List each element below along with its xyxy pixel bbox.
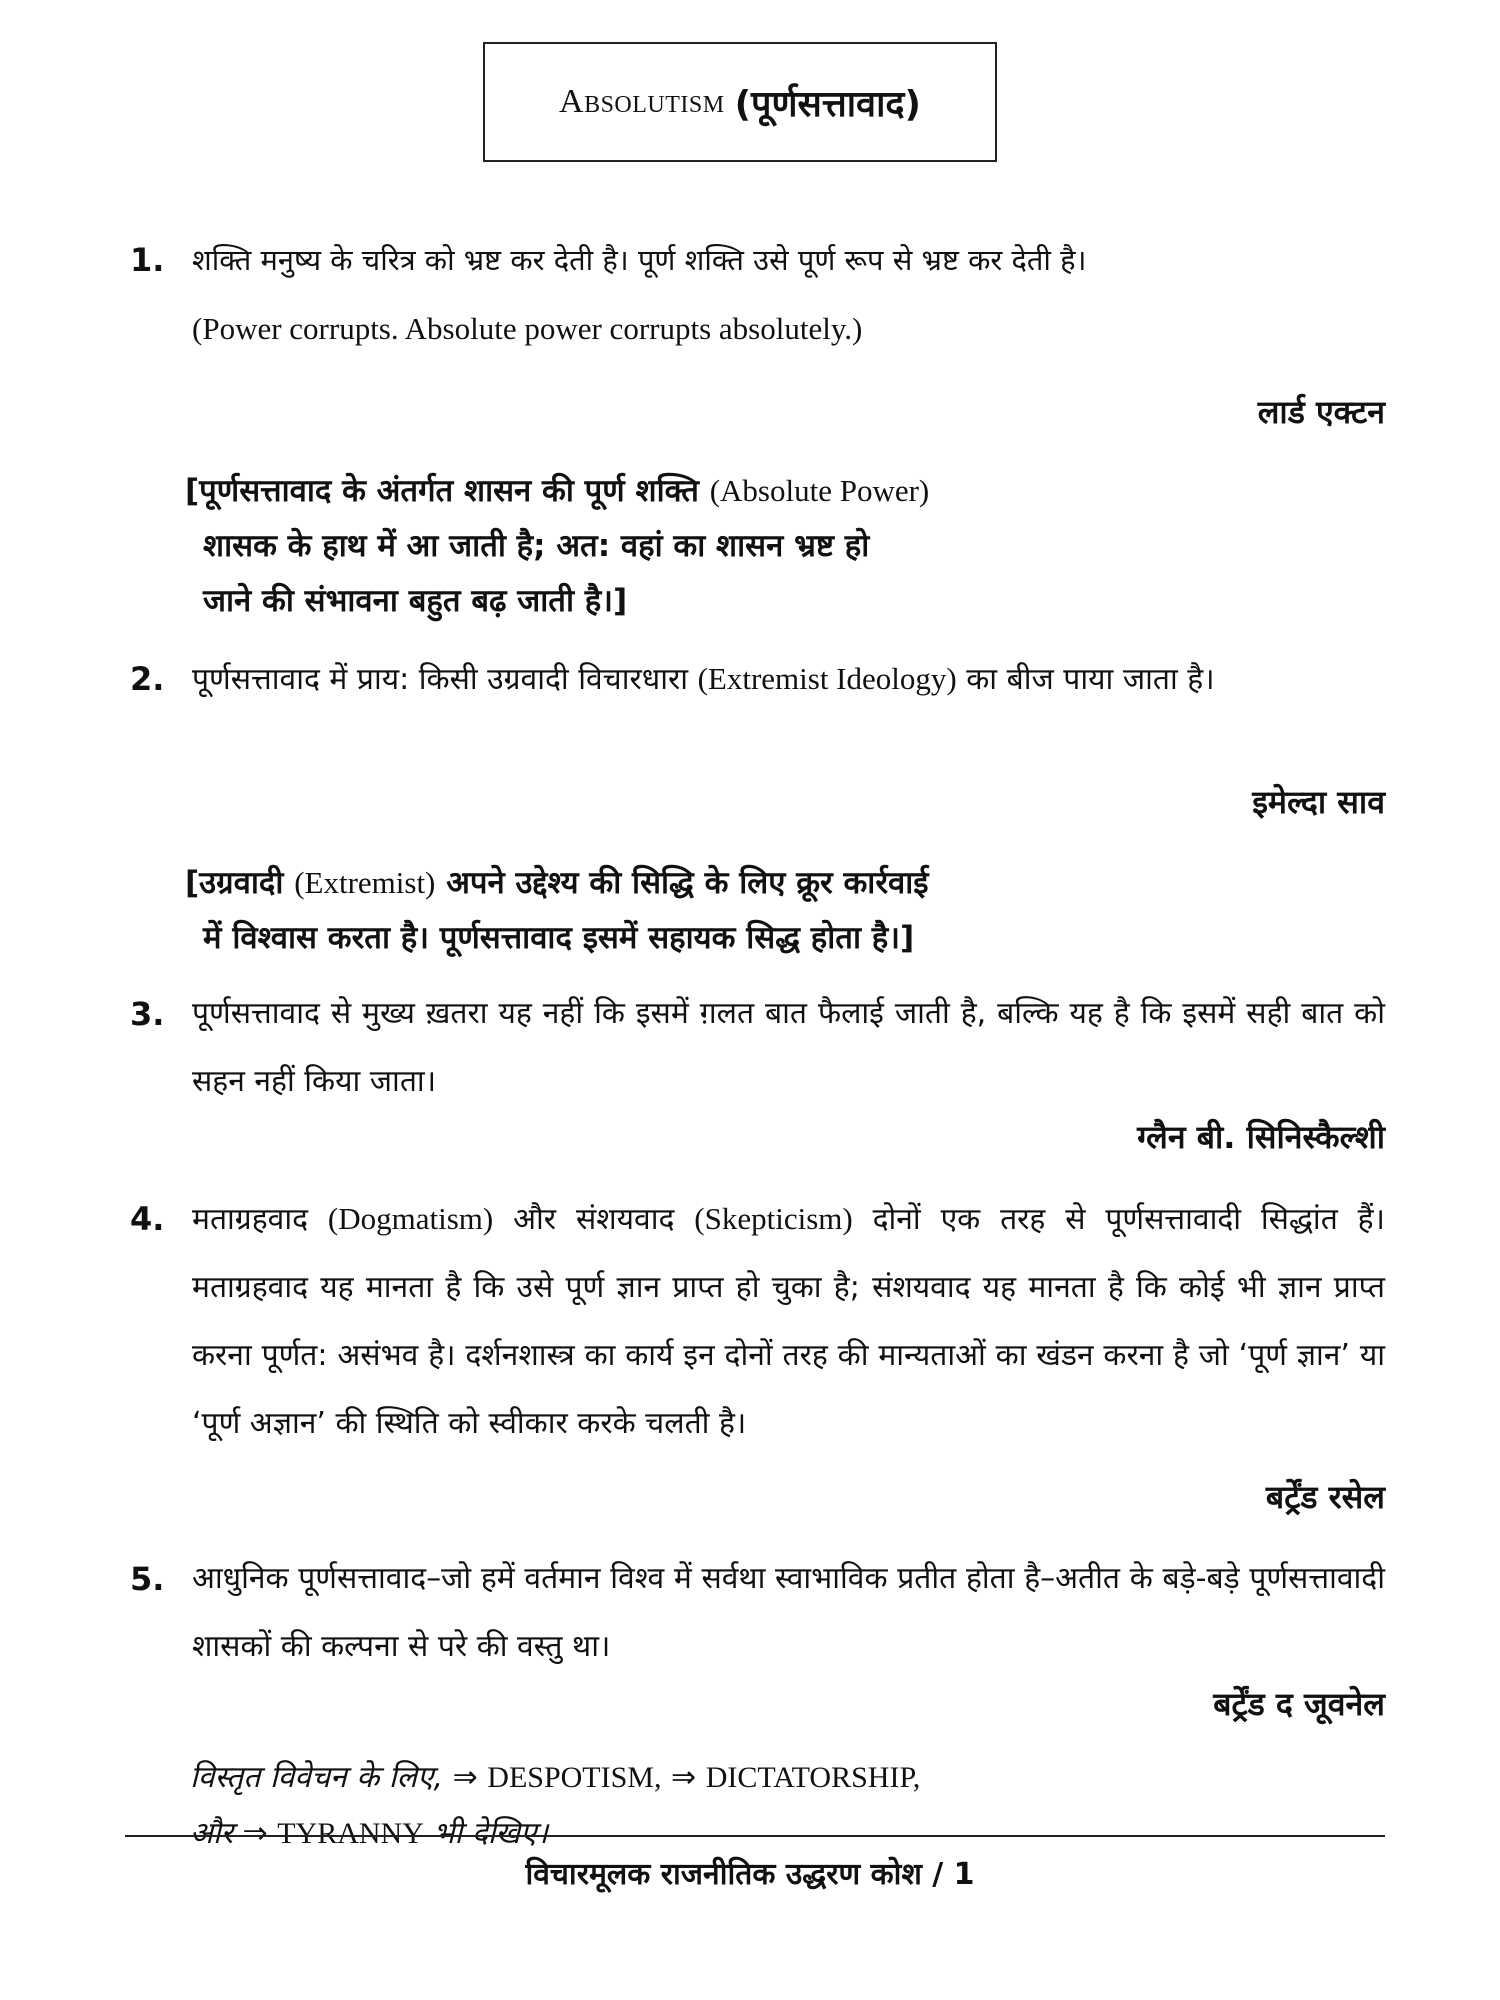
quote-text-english: (Skepticism) bbox=[694, 1201, 853, 1236]
quote-text-hindi: मताग्रहवाद bbox=[192, 1202, 309, 1237]
note-text: में विश्वास करता है। पूर्णसत्तावाद इसमें सहायक सिद्ध होता है।] bbox=[203, 920, 915, 956]
quote-note bbox=[185, 855, 1185, 966]
see-also-prefix: विस्तृत विवेचन के लिए, bbox=[190, 1760, 444, 1795]
quote-number: 1. bbox=[130, 241, 165, 279]
quote-text: पूर्णसत्तावाद से मुख्य ख़तरा यह नहीं कि इसमें ग़लत बात फैलाई जाती है, बल्कि यह है कि इसमें सही बात को सहन नहीं किया जाता। bbox=[192, 996, 1385, 1099]
see-also-ref: TYRANNY bbox=[277, 1817, 424, 1850]
title-box bbox=[483, 42, 997, 162]
quote-number: 2. bbox=[130, 660, 165, 698]
note-text: जाने की संभावना बहुत बढ़ जाती है।] bbox=[203, 583, 628, 619]
quote-2 bbox=[130, 645, 1385, 714]
quote-1 bbox=[130, 226, 1385, 364]
quote-text-english: (Dogmatism) bbox=[327, 1201, 494, 1236]
quote-text-english: (Power corrupts. Absolute power corrupts absolutely.) bbox=[192, 311, 863, 346]
quote-text-hindi: पूर्णसत्तावाद में प्राय: किसी उग्रवादी विचारधारा bbox=[192, 662, 689, 697]
quote-text-hindi: शक्ति मनुष्य के चरित्र को भ्रष्ट कर देती है। पूर्ण शक्ति उसे पूर्ण रूप से भ्रष्ट कर देती है। bbox=[192, 243, 1087, 277]
arrow-icon: ⇒ bbox=[242, 1817, 268, 1850]
page-footer: विचारमूलक राजनीतिक उद्धरण कोश / 1 bbox=[525, 1857, 975, 1892]
quote-note bbox=[185, 463, 1185, 629]
quote-text bbox=[192, 645, 1385, 714]
note-text: [पूर्णसत्तावाद के अंतर्गत शासन की पूर्ण शक्ति bbox=[185, 473, 699, 509]
quote-author: लार्ड एक्टन bbox=[1257, 393, 1385, 431]
quote-number: 5. bbox=[130, 1560, 165, 1598]
note-text: शासक के हाथ में आ जाती है; अत: वहां का शासन भ्रष्ट हो bbox=[203, 528, 870, 564]
see-also-and: और bbox=[190, 1816, 233, 1851]
quote-3 bbox=[130, 980, 1385, 1116]
quote-5 bbox=[130, 1545, 1385, 1681]
quote-author: बर्ट्रेंड रसेल bbox=[1265, 1478, 1385, 1516]
quote-author: बर्ट्रेंड द जूवनेल bbox=[1213, 1685, 1385, 1723]
see-also bbox=[190, 1750, 1190, 1862]
quote-text bbox=[192, 1185, 1385, 1458]
quote-author: ग्लैन बी. सिनिस्कैल्शी bbox=[1137, 1118, 1385, 1156]
title-english: Absolutism bbox=[559, 83, 725, 120]
see-also-ref: DICTATORSHIP, bbox=[705, 1761, 921, 1794]
note-english: (Extremist) bbox=[294, 865, 436, 900]
arrow-icon: ⇒ bbox=[452, 1761, 478, 1794]
quote-text bbox=[192, 226, 1385, 364]
quote-text-hindi: और संशयवाद bbox=[513, 1202, 675, 1237]
quote-number: 3. bbox=[130, 995, 165, 1033]
quote-text-hindi: दोनों एक तरह से पूर्णसत्तावादी सिद्धांत हैं। मताग्रहवाद यह मानता है कि उसे पूर्ण ज्ञान प्राप्त हो चुका है; संशयवाद यह मानता है कि कोई भी ज्ञान प्राप्त करना पूर्णत: असंभव है। दर्शनशास्त्र का कार्य इन दोनों तरह की मान्यताओं का खंडन करना है जो ‘पूर्ण ज्ञान’ या ‘पूर्ण अज्ञान’ की स्थिति को स्वीकार करके चलती है। bbox=[192, 1202, 1385, 1441]
note-text: अपने उद्देश्य की सिद्धि के लिए क्रूर कार्रवाई bbox=[446, 865, 929, 901]
quote-number: 4. bbox=[130, 1200, 165, 1238]
quote-author: इमेल्दा साव bbox=[1252, 783, 1385, 821]
quote-text-english: (Extremist Ideology) bbox=[697, 661, 957, 696]
note-text: [उग्रवादी bbox=[185, 865, 284, 901]
see-also-ref: DESPOTISM, bbox=[487, 1761, 662, 1794]
quote-4 bbox=[130, 1185, 1385, 1458]
quote-text-hindi: का बीज पाया जाता है। bbox=[966, 662, 1215, 697]
arrow-icon: ⇒ bbox=[671, 1761, 697, 1794]
footer-divider bbox=[125, 1835, 1385, 1837]
title-hindi: (पूर्णसत्तावाद) bbox=[734, 83, 921, 125]
see-also-suffix: भी देखिए। bbox=[433, 1816, 549, 1851]
quote-text: आधुनिक पूर्णसत्तावाद–जो हमें वर्तमान विश्व में सर्वथा स्वाभाविक प्रतीत होता है–अतीत के बड़े-बड़े पूर्णसत्तावादी शासकों की कल्पना से परे की वस्तु था। bbox=[192, 1561, 1385, 1664]
note-english: (Absolute Power) bbox=[709, 473, 930, 508]
